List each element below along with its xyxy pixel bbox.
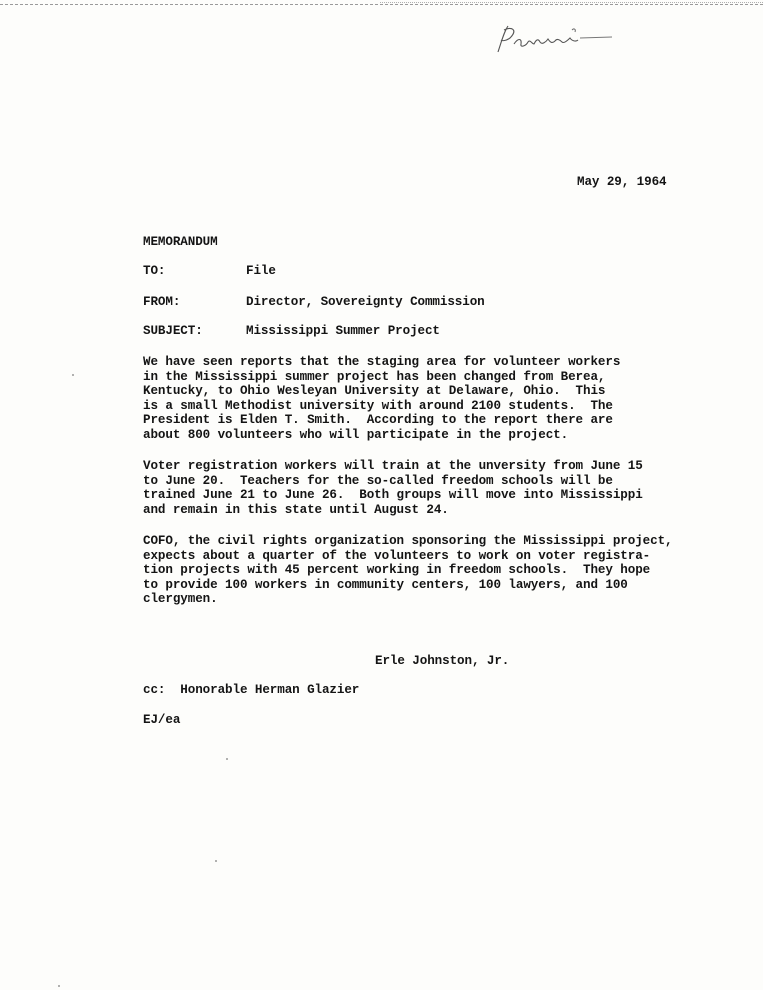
- paragraph-line: clergymen.: [143, 592, 218, 607]
- paragraph-line: is a small Methodist university with around 2100 students. The: [143, 398, 613, 413]
- paragraph-line: COFO, the civil rights organization sponsoring the Mississippi project,: [143, 534, 673, 548]
- scan-speck: [226, 758, 228, 760]
- paragraph-line: tion projects with 45 percent working in freedom schools. They hope: [143, 563, 651, 578]
- to-value: File: [246, 264, 276, 278]
- paragraph-line: We have seen reports that the staging area for volunteer workers: [143, 355, 621, 369]
- paragraph-line: Kentucky, to Ohio Wesleyan University at Delaware, Ohio. This: [143, 384, 606, 399]
- paragraph-1: [143, 355, 620, 443]
- paragraph-2: [143, 459, 643, 517]
- scan-speck: [215, 860, 217, 862]
- cc-line: cc: Honorable Herman Glazier: [143, 683, 360, 697]
- from-label: FROM:: [143, 295, 181, 309]
- paragraph-line: to June 20. Teachers for the so-called freedom schools will be: [143, 473, 613, 488]
- from-value: Director, Sovereignty Commission: [246, 295, 485, 309]
- top-edge-line: [0, 4, 763, 5]
- top-edge-dotted-line: [380, 2, 763, 3]
- memo-heading: MEMORANDUM: [143, 235, 218, 249]
- memo-date: May 29, 1964: [577, 175, 667, 189]
- scan-speck: [72, 374, 74, 376]
- paragraph-line: trained June 21 to June 26. Both groups will move into Mississippi: [143, 488, 643, 503]
- paragraph-line: President is Elden T. Smith. According to the report there are: [143, 413, 613, 428]
- subject-value: Mississippi Summer Project: [246, 324, 440, 338]
- scan-speck: [58, 985, 60, 987]
- paragraph-line: expects about a quarter of the volunteers to work on voter registra-: [143, 548, 651, 563]
- subject-label: SUBJECT:: [143, 324, 203, 338]
- paragraph-line: about 800 volunteers who will participate in the project.: [143, 427, 569, 442]
- to-label: TO:: [143, 264, 166, 278]
- initials-line: EJ/ea: [143, 713, 181, 727]
- signature-name: Erle Johnston, Jr.: [375, 654, 510, 668]
- paragraph-line: to provide 100 workers in community centers, 100 lawyers, and 100: [143, 577, 628, 592]
- paragraph-line: Voter registration workers will train at the unversity from June 15: [143, 459, 643, 473]
- handwritten-annotation: [490, 20, 630, 62]
- paragraph-3: [143, 534, 672, 607]
- paragraph-line: in the Mississippi summer project has been changed from Berea,: [143, 369, 606, 384]
- paragraph-line: and remain in this state until August 24.: [143, 502, 449, 517]
